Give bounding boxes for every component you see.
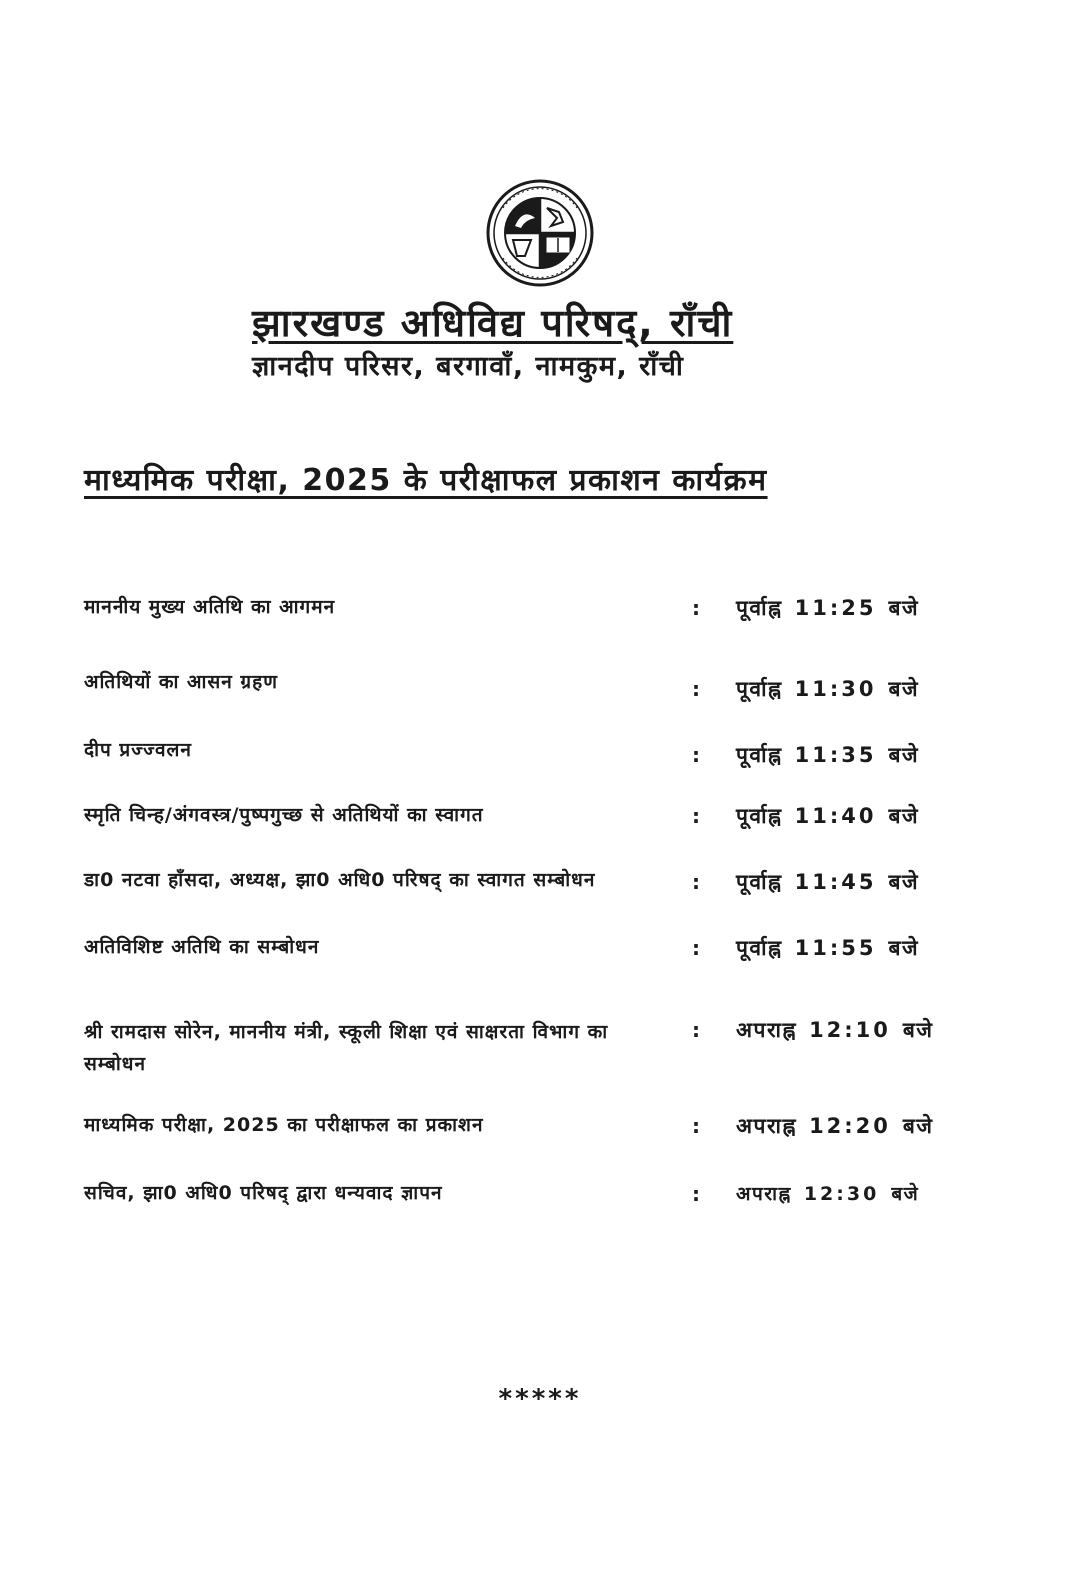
- schedule-separator: :: [692, 1114, 700, 1138]
- time-value: 12:20: [809, 1114, 891, 1138]
- schedule-time: [736, 1016, 996, 1044]
- council-address: ज्ञानदीप परिसर, बरगावाँ, नामकुम, राँची: [252, 351, 685, 382]
- time-unit: बजे: [888, 677, 920, 701]
- schedule-time: [736, 675, 996, 703]
- time-value: 11:45: [794, 870, 877, 894]
- schedule-time: [736, 802, 996, 830]
- schedule-time: [736, 1180, 996, 1206]
- schedule-row: [84, 1180, 984, 1240]
- schedule-separator: :: [692, 804, 700, 828]
- time-value: 11:55: [794, 936, 877, 960]
- council-name: झारखण्ड अधिविद्य परिषद्, राँची: [252, 301, 734, 345]
- time-unit: बजे: [888, 936, 920, 960]
- schedule-event: श्री रामदास सोरेन, माननीय मंत्री, स्कूली शिक्षा एवं साक्षरता विभाग का सम्बोधन: [84, 1021, 609, 1075]
- time-unit: बजे: [891, 1183, 920, 1205]
- schedule-separator: :: [692, 1182, 700, 1206]
- schedule-row: [84, 594, 984, 654]
- schedule-time: [736, 868, 996, 896]
- page-title: माध्यमिक परीक्षा, 2025 के परीक्षाफल प्रकाशन कार्यक्रम: [84, 463, 768, 498]
- schedule-row: [84, 1112, 984, 1172]
- schedule-event: अतिथियों का आसन ग्रहण: [84, 671, 278, 693]
- time-unit: बजे: [888, 870, 920, 894]
- schedule-separator: :: [692, 596, 700, 620]
- schedule-time: [736, 934, 996, 962]
- time-period: पूर्वाह्न: [736, 743, 783, 767]
- time-value: 11:25: [794, 596, 877, 620]
- schedule-separator: :: [692, 870, 700, 894]
- time-period: अपराह्न: [736, 1018, 798, 1042]
- schedule-separator: :: [692, 936, 700, 960]
- time-unit: बजे: [888, 804, 920, 828]
- time-unit: बजे: [888, 743, 920, 767]
- schedule-event: स्मृति चिन्ह/अंगवस्त्र/पुष्पगुच्छ से अतिथियों का स्वागत: [84, 804, 484, 826]
- schedule-time: [736, 594, 996, 622]
- time-value: 11:35: [794, 743, 877, 767]
- time-value: 12:30: [803, 1183, 880, 1205]
- time-period: पूर्वाह्न: [736, 596, 783, 620]
- end-marker: *****: [498, 1384, 582, 1414]
- schedule-row: [84, 1016, 984, 1076]
- schedule-event: डा0 नटवा हाँसदा, अध्यक्ष, झा0 अधि0 परिषद् का स्वागत सम्बोधन: [84, 869, 596, 891]
- time-unit: बजे: [888, 596, 920, 620]
- time-unit: बजे: [902, 1018, 934, 1042]
- schedule-event: सचिव, झा0 अधि0 परिषद् द्वारा धन्यवाद ज्ञापन: [84, 1182, 443, 1204]
- schedule-event: माननीय मुख्य अतिथि का आगमन: [84, 596, 336, 618]
- schedule-row: [84, 737, 984, 797]
- time-value: 12:10: [809, 1018, 891, 1042]
- time-value: 11:40: [794, 804, 877, 828]
- schedule-row: [84, 802, 984, 862]
- time-period: अपराह्न: [736, 1183, 792, 1205]
- schedule-event: दीप प्रज्ज्वलन: [84, 739, 192, 761]
- time-period: पूर्वाह्न: [736, 677, 783, 701]
- time-period: पूर्वाह्न: [736, 804, 783, 828]
- schedule-time: [736, 741, 996, 769]
- time-unit: बजे: [902, 1114, 934, 1138]
- time-period: पूर्वाह्न: [736, 870, 783, 894]
- time-value: 11:30: [794, 677, 877, 701]
- schedule-row: [84, 868, 984, 928]
- schedule-row: [84, 934, 984, 994]
- schedule-event: माध्यमिक परीक्षा, 2025 का परीक्षाफल का प्रकाशन: [84, 1114, 484, 1136]
- schedule-separator: :: [692, 1018, 700, 1042]
- schedule-time: [736, 1112, 996, 1140]
- schedule-event: अतिविशिष्ट अतिथि का सम्बोधन: [84, 936, 320, 958]
- time-period: पूर्वाह्न: [736, 936, 783, 960]
- council-seal-logo: [485, 178, 595, 288]
- schedule-separator: :: [692, 743, 700, 767]
- schedule-separator: :: [692, 677, 700, 701]
- schedule-row: [84, 669, 984, 729]
- time-period: अपराह्न: [736, 1114, 798, 1138]
